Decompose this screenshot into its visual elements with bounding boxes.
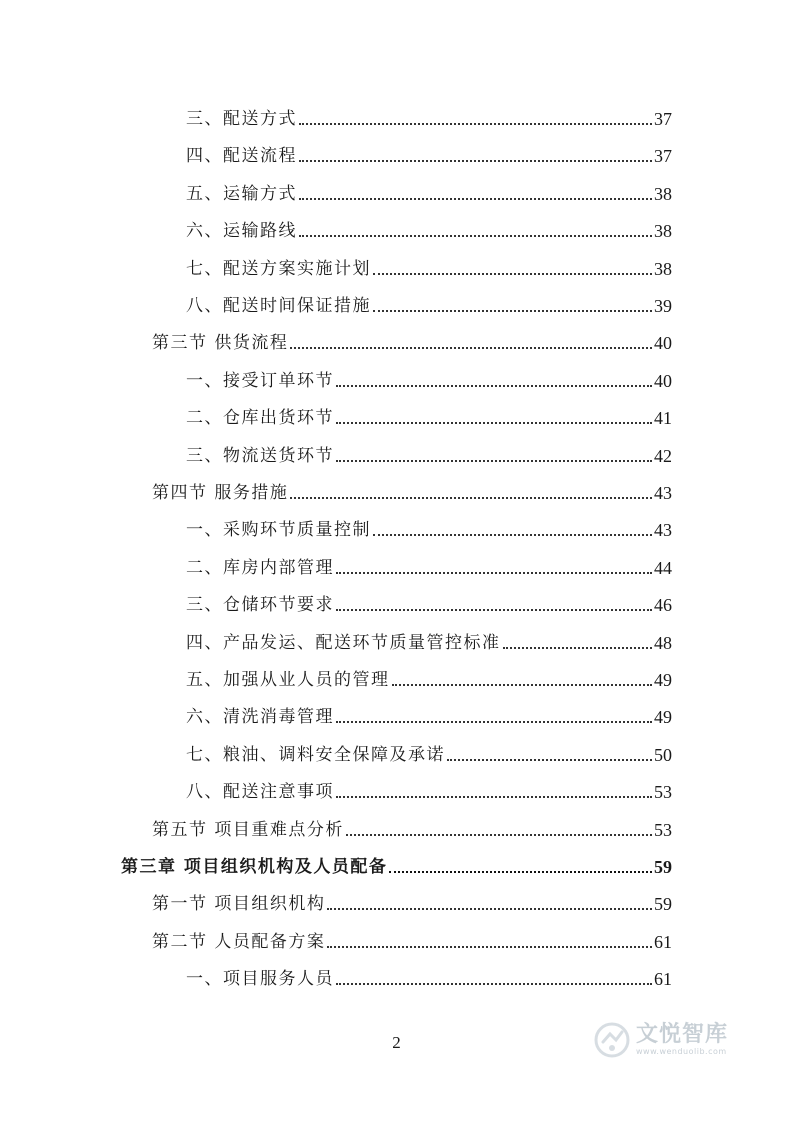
toc-entry[interactable] <box>186 444 672 468</box>
toc-entry-label: 第一节 项目组织机构 <box>152 894 326 915</box>
toc-entry-page: 53 <box>654 819 672 840</box>
toc-entry-label: 第二节 人员配备方案 <box>152 931 326 952</box>
toc-leader-dots <box>336 385 652 387</box>
page-number: 2 <box>392 1033 401 1052</box>
toc-entry-label: 二、仓库出货环节 <box>186 408 334 429</box>
toc-entry[interactable] <box>186 631 672 655</box>
toc-leader-dots <box>392 684 653 686</box>
toc-entry-page: 59 <box>654 857 672 877</box>
toc-leader-dots <box>336 460 652 462</box>
toc-entry-label: 七、配送方案实施计划 <box>186 258 371 279</box>
toc-entry-page: 38 <box>654 258 672 279</box>
toc-entry[interactable] <box>186 182 672 206</box>
toc-entry-label: 第五节 项目重难点分析 <box>152 819 344 840</box>
toc-entry[interactable] <box>186 556 672 580</box>
toc-entry[interactable] <box>186 369 672 393</box>
watermark-url: www.wenduolib.com <box>636 1047 727 1056</box>
toc-entry-label: 五、加强从业人员的管理 <box>186 670 390 690</box>
toc-entry[interactable] <box>186 294 672 318</box>
toc-leader-dots <box>346 834 652 836</box>
watermark-logo-icon <box>594 1022 630 1058</box>
toc-entry-page: 61 <box>654 969 672 990</box>
toc-entry-label: 二、库房内部管理 <box>186 557 334 578</box>
toc-entry-page: 48 <box>654 632 672 653</box>
toc-entry[interactable] <box>186 219 672 243</box>
watermark <box>594 1022 728 1058</box>
toc-entry-label: 第三章 项目组织机构及人员配备 <box>121 857 388 877</box>
toc-entry[interactable] <box>152 481 672 505</box>
toc-entry[interactable] <box>186 518 672 542</box>
toc-entry[interactable] <box>152 331 672 355</box>
toc-leader-dots <box>299 235 652 237</box>
toc-entry-page: 46 <box>654 595 672 616</box>
toc-entry[interactable] <box>186 967 672 991</box>
toc-entry[interactable] <box>121 855 672 879</box>
toc-entry[interactable] <box>186 668 672 692</box>
toc-entry-page: 49 <box>654 670 672 690</box>
toc-entry-page: 42 <box>654 445 672 466</box>
toc-leader-dots <box>336 422 652 424</box>
toc-entry-page: 49 <box>654 707 672 728</box>
toc-entry[interactable] <box>186 705 672 729</box>
toc-entry-label: 六、清洗消毒管理 <box>186 707 334 728</box>
toc-leader-dots <box>336 983 652 985</box>
toc-leader-dots <box>327 946 652 948</box>
toc-entry-label: 三、仓储环节要求 <box>186 595 334 616</box>
toc-entry[interactable] <box>152 930 672 954</box>
toc-entry-page: 39 <box>654 296 672 316</box>
toc-entry-page: 37 <box>654 109 672 129</box>
toc-leader-dots <box>373 534 652 536</box>
toc-leader-dots <box>299 160 652 162</box>
toc-entry[interactable] <box>186 107 672 131</box>
toc-entry-page: 40 <box>654 370 672 391</box>
toc-leader-dots <box>299 198 652 200</box>
toc-entry-page: 44 <box>654 557 672 578</box>
toc-entry-label: 三、配送方式 <box>186 109 297 129</box>
toc-leader-dots <box>327 908 652 910</box>
toc-entry-page: 61 <box>654 931 672 952</box>
toc-entry-label: 四、产品发运、配送环节质量管控标准 <box>186 632 501 653</box>
toc-entry-page: 59 <box>654 894 672 915</box>
toc-entry-page: 43 <box>654 520 672 541</box>
toc-leader-dots <box>336 609 652 611</box>
toc-leader-dots <box>373 310 652 312</box>
toc-entry-label: 一、接受订单环节 <box>186 370 334 391</box>
toc-entry-label: 六、运输路线 <box>186 221 297 242</box>
toc-leader-dots <box>389 871 652 873</box>
toc-entry-label: 第四节 服务措施 <box>152 483 289 503</box>
toc-entry[interactable] <box>186 257 672 281</box>
toc-leader-dots <box>299 123 652 125</box>
toc-entry[interactable] <box>186 144 672 168</box>
toc-entry-page: 38 <box>654 183 672 204</box>
toc-entry-label: 一、采购环节质量控制 <box>186 520 371 541</box>
toc-entry-label: 八、配送时间保证措施 <box>186 296 371 316</box>
toc-entry-page: 53 <box>654 782 672 803</box>
toc-entry[interactable] <box>152 818 672 842</box>
toc-leader-dots <box>447 759 652 761</box>
toc-entry-page: 50 <box>654 744 672 765</box>
toc-entry-label: 八、配送注意事项 <box>186 782 334 803</box>
toc-entry[interactable] <box>186 593 672 617</box>
toc-leader-dots <box>290 347 652 349</box>
toc-leader-dots <box>336 796 652 798</box>
toc-entry-label: 七、粮油、调料安全保障及承诺 <box>186 744 445 765</box>
toc-entry-label: 四、配送流程 <box>186 146 297 167</box>
watermark-name: 文悦智库 <box>636 1022 729 1047</box>
toc-leader-dots <box>373 273 652 275</box>
toc-entry-label: 五、运输方式 <box>186 183 297 204</box>
toc-entry-page: 37 <box>654 146 672 167</box>
toc-leader-dots <box>336 572 652 574</box>
toc-entry-page: 38 <box>654 221 672 242</box>
toc-leader-dots <box>503 647 653 649</box>
toc-entry[interactable] <box>186 406 672 430</box>
toc-entry-label: 第三节 供货流程 <box>152 333 289 354</box>
toc-entry-page: 41 <box>654 408 672 429</box>
toc-leader-dots <box>290 497 652 499</box>
toc-entry[interactable] <box>186 780 672 804</box>
toc-entry[interactable] <box>152 892 672 916</box>
toc-entry-page: 43 <box>654 483 672 503</box>
toc-entry-page: 40 <box>654 333 672 354</box>
toc-entry[interactable] <box>186 743 672 767</box>
toc-entry-label: 三、物流送货环节 <box>186 445 334 466</box>
toc-entry-label: 一、项目服务人员 <box>186 969 334 990</box>
toc-leader-dots <box>336 721 652 723</box>
